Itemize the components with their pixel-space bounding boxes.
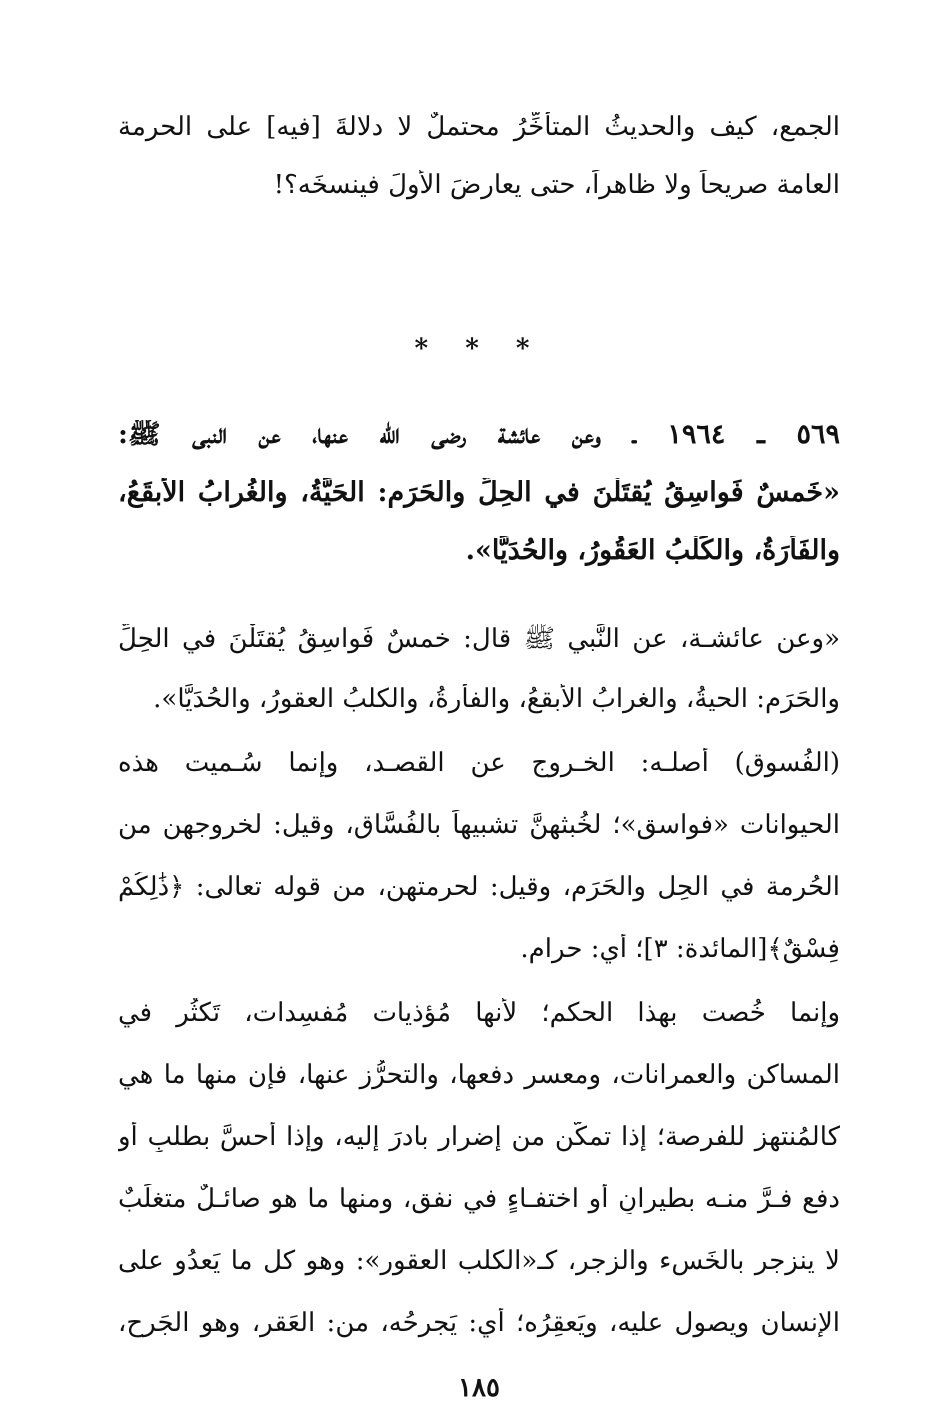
text-line: الحيوانات «فواسق»؛ لخُبثهنَّ تشبيهاً بالفُسَّاق، وقيل: لخروجهن من <box>118 810 840 840</box>
text-line: وإنما خُصت بهذا الحكم؛ لأنها مُؤذيات مُفسِدات، تَكثُر في <box>118 998 840 1028</box>
paragraph-continuation <box>118 112 840 228</box>
hadith-line: ٥٦٩ ـ ١٩٦٤ ـ وعن عائشة رضي الله عنها، عن النبي ﷺ: <box>118 420 840 450</box>
book-page <box>118 98 840 1403</box>
commentary-quote <box>118 624 840 744</box>
text-line: دفعٍ فـرَّ منـه بطيرانٍ أو اختفـاءٍ في نفقٍ، ومنها ما هو صائـلٌ متغلِّبٌ <box>118 1184 840 1214</box>
text-line: «وعن عائشـة، عن النَّبي ﷺ قال: خمسٌ فَواسِقُ يُقتَلْنَ في الحِلِّ <box>118 624 840 654</box>
hadith-line: «خَمسٌ فَواسِقُ يُقتَلْنَ في الحِلِّ والحَرَمِ: الحَيَّةُ، والغُرابُ الأَبقَعُ، <box>118 478 840 508</box>
text-line: الجمع، كيف والحديثُ المتأخِّرُ محتملٌ لا دلالةَ [فيه] على الحرمة <box>118 112 840 142</box>
text-line: المساكن والعمرانات، ومعسر دفعها، والتحرُّز عنها، فإن منها ما هي <box>118 1060 840 1090</box>
text-line: (الفُسوق) أصلـه: الخـروج عن القصـد، وإنما سُـميت هذه <box>118 748 840 778</box>
text-line: فِسْقٌ﴾[المائدة: ٣]؛ أي: حرام. <box>520 934 840 964</box>
commentary-fusuq <box>118 748 840 996</box>
section-separator: * * * <box>414 334 544 364</box>
text-line: كالمُنتهِز للفرصة؛ إذا تمكَّن من إضرارٍ بادرَ إليه، وإذا أحسَّ بطلبٍ أو <box>118 1122 840 1152</box>
text-line: الحُرمة في الحِل والحَرَم، وقيل: لحرمتهن، من قوله تعالى: ﴿ذَٰلِكُمْ <box>118 872 840 902</box>
page-number: ١٨٥ <box>458 1373 500 1403</box>
text-line: العامة صريحاً ولا ظاهراً، حتى يعارضَ الأولَ فينسخَه؟! <box>273 170 840 200</box>
commentary-ruling <box>118 998 840 1370</box>
text-line: لا ينزجر بالخَسء والزجر، كـ«الكلب العقور»: وهو كل ما يَعدُو على <box>118 1246 840 1276</box>
hadith-line: والفَأْرَةُ، والكَلْبُ العَقُورُ، والحُدَيَّا». <box>465 536 840 566</box>
hadith-569 <box>118 420 840 594</box>
text-line: والحَرَمِ: الحيةُ، والغرابُ الأبقعُ، والفأرةُ، والكلبُ العقورُ، والحُدَيَّا». <box>153 684 840 714</box>
text-line: الإنسان ويصول عليه، ويَعقِرُه؛ أي: يَجرحُه، من: العَقر، وهو الجَرح، <box>118 1308 840 1338</box>
